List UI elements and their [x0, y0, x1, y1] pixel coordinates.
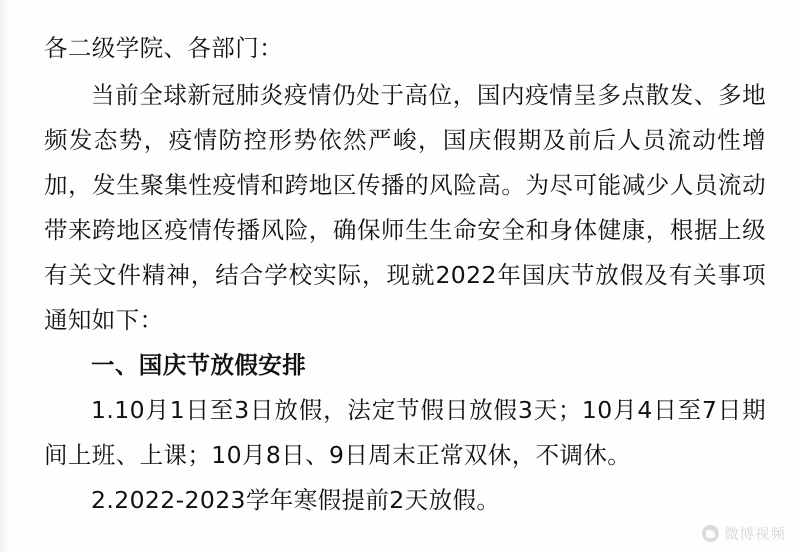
watermark-label: 微博视频 [724, 527, 786, 543]
watermark [702, 523, 786, 544]
list-item-2: 2.2022-2023学年寒假提前2天放假。 [91, 486, 501, 514]
list-item-1: 1.10月1日至3日放假，法定节假日放假3天；10月4日至7日期间上班、上课；10月8日、9日周末正常双休，不调休。 [44, 396, 766, 469]
page-edge-shading [0, 0, 10, 552]
body-paragraph-1: 当前全球新冠肺炎疫情仍处于高位，国内疫情呈多点散发、多地频发态势，疫情防控形势依然严峻，国庆假期及前后人员流动性增加，发生聚集性疫情和跨地区传播的风险高。为尽可能减少人员流动带来跨地区疫情传播风险，确保师生生命安全和身体健康，根据上级有关文件精神，结合学校实际，现就2022年国庆节放假及有关事项通知如下： [44, 81, 766, 334]
salutation-line: 各二级学院、各部门： [44, 34, 283, 62]
weibo-video-icon [702, 525, 719, 542]
document-body [44, 26, 766, 523]
section-heading-1: 一、国庆节放假安排 [91, 351, 307, 379]
